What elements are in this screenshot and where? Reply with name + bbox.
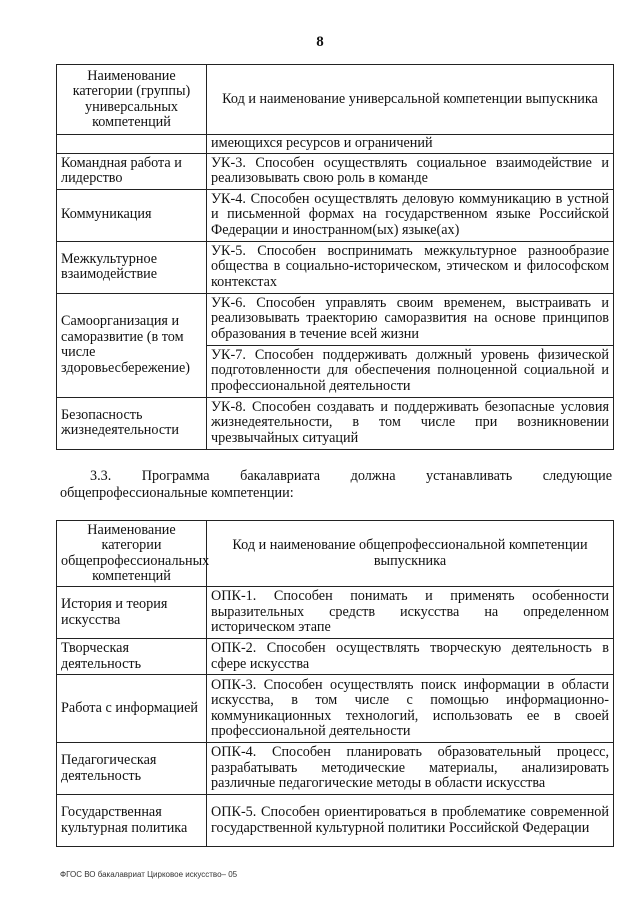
table-row [57, 639, 614, 675]
header-code: Код и наименование общепрофессиональной компетенции выпускника [207, 521, 614, 587]
category-cell [57, 135, 207, 154]
paragraph-line-2: общепрофессиональные компетенции: [60, 485, 294, 501]
competence-cell: УК-8. Способен создавать и поддерживать безопасные условия жизнедеятельности, в том числе при возникновении чрезвычайных ситуаций [207, 397, 614, 449]
competence-cell: УК-5. Способен воспринимать межкультурное разнообразие общества в социально-историческом, этическом и философском контекстах [207, 241, 614, 293]
category-cell: Педагогическая деятельность [57, 743, 207, 795]
competence-cell: УК-7. Способен поддерживать должный уровень физической подготовленности для обеспечения полноценной социальной и профессиональной деятельности [207, 345, 614, 397]
category-cell: Государственная культурная политика [57, 795, 207, 847]
table-row [57, 397, 614, 449]
page-number: 8 [316, 34, 324, 50]
competence-cell: ОПК-4. Способен планировать образовательный процесс, разрабатывать методические материалы, анализировать различные педагогические методы в области искусства [207, 743, 614, 795]
category-cell: Коммуникация [57, 189, 207, 241]
section-paragraph [60, 468, 612, 502]
category-cell: Творческая деятельность [57, 639, 207, 675]
table-row [57, 587, 614, 639]
competence-cell: ОПК-1. Способен понимать и применять особенности выразительных средств искусства на определенном историческом этапе [207, 587, 614, 639]
competence-cell: УК-3. Способен осуществлять социальное взаимодействие и реализовывать свою роль в команде [207, 153, 614, 189]
header-category: Наименование категории общепрофессиональных компетенций [57, 521, 207, 587]
table-row [57, 675, 614, 743]
header-code: Код и наименование универсальной компетенции выпускника [207, 65, 614, 135]
competence-cell: ОПК-2. Способен осуществлять творческую деятельность в сфере искусства [207, 639, 614, 675]
category-cell: История и теория искусства [57, 587, 207, 639]
competence-cell: УК-4. Способен осуществлять деловую коммуникацию в устной и письменной формах на государственном языке Российской Федерации и иностранном(ых) языке(ах) [207, 189, 614, 241]
table-header-row [57, 521, 614, 587]
category-cell: Работа с информацией [57, 675, 207, 743]
table-header-row [57, 65, 614, 135]
table-row [57, 153, 614, 189]
header-category: Наименование категории (группы) универсальных компетенций [57, 65, 207, 135]
universal-competencies-table [56, 64, 614, 450]
general-professional-competencies-table [56, 520, 614, 847]
category-cell: Командная работа и лидерство [57, 153, 207, 189]
paragraph-line-1: 3.3. Программа бакалавриата должна устанавливать следующие [90, 468, 612, 484]
table-row [57, 241, 614, 293]
competence-cell: ОПК-5. Способен ориентироваться в проблематике современной государственной культурной политики Российской Федерации [207, 795, 614, 847]
table-row [57, 135, 614, 154]
category-cell: Безопасность жизнедеятельности [57, 397, 207, 449]
competence-cell: ОПК-3. Способен осуществлять поиск информации в области искусства, в том числе с помощью информационно-коммуникационных технологий, использовать ее в своей профессиональной деятельности [207, 675, 614, 743]
competence-cell: имеющихся ресурсов и ограничений [207, 135, 614, 154]
table-row [57, 743, 614, 795]
table-row [57, 293, 614, 345]
category-cell: Самоорганизация и саморазвитие (в том числе здоровьесбережение) [57, 293, 207, 397]
category-cell: Межкультурное взаимодействие [57, 241, 207, 293]
competence-cell: УК-6. Способен управлять своим временем, выстраивать и реализовывать траекторию саморазвития на основе принципов образования в течение всей жизни [207, 293, 614, 345]
table-row [57, 795, 614, 847]
document-footer: ФГОС ВО бакалавриат Цирковое искусство– 05 [60, 870, 238, 879]
table-row [57, 189, 614, 241]
